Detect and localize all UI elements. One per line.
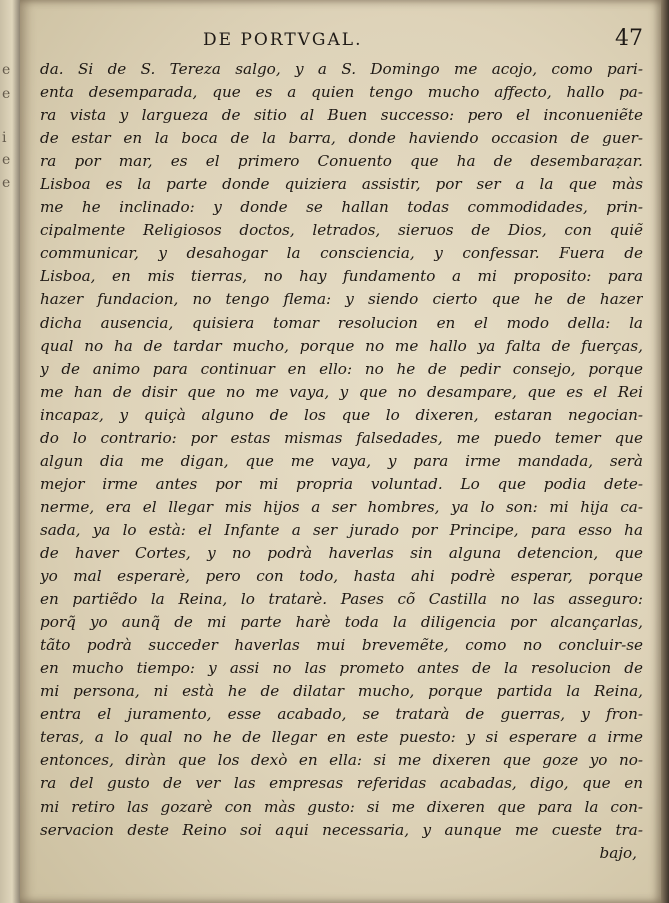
text-line: me han de disir que no me vaya, y que no desampare, que es el Rei: [40, 382, 643, 401]
text-line: enta desemparada, que es a quien tengo mucho affecto, hallo pa-: [40, 83, 643, 102]
body-text: [40, 58, 643, 865]
page-number: 47: [615, 26, 643, 51]
text-line: de estar en la boca de la barra, donde haviendo occasion de guer-: [40, 129, 643, 148]
text-line: hazer fundacion, no tengo flema: y siendo cierto que he de hazer: [40, 290, 643, 309]
text-line: teras, a lo qual no he de llegar en este puesto: y si esperare a irme: [40, 728, 643, 747]
book-page: [20, 0, 661, 903]
text-line: dicha ausencia, quisiera tomar resolucion en el modo della: la: [40, 313, 643, 332]
text-line: incapaz, y quiçà alguno de los que lo dixeren, estaran negocian-: [40, 405, 643, 424]
text-line: do lo contrario: por estas mismas falsedades, me puedo temer que: [40, 428, 643, 447]
margin-bleed-letter: e: [2, 86, 11, 102]
text-line: mejor irme antes por mi propria voluntad. Lo que podia dete-: [40, 474, 643, 493]
facing-page-edge: [0, 0, 20, 903]
text-line: en mucho tiempo: y assi no las prometo antes de la resolucion de: [40, 659, 643, 678]
margin-bleed-letter: e: [2, 152, 11, 168]
text-line: yo mal esperarè, pero con todo, hasta ahi podrè esperar, porque: [40, 567, 643, 586]
text-line: communicar, y desahogar la consciencia, y confessar. Fuera de: [40, 244, 643, 263]
text-line: mi persona, ni està he de dilatar mucho, porque partida la Reina,: [40, 682, 643, 701]
text-line: ra por mar, es el primero Conuento que ha de desembaraẓar.: [40, 152, 643, 171]
text-line: y de animo para continuar en ello: no he de pedir consejo, porque: [40, 359, 643, 378]
running-title: DE PORTVGAL.: [203, 30, 363, 50]
text-line: algun dia me digan, que me vaya, y para irme mandada, serà: [40, 451, 643, 470]
page-edge-shadow: [661, 0, 669, 903]
text-line: da. Si de S. Tereza salgo, y a S. Domingo me acojo, como pari-: [40, 60, 643, 78]
text-line: servacion deste Reino soi aqui necessaria, y aunque me cueste tra-: [40, 820, 643, 839]
text-line: tãto podrà succeder haverlas mui brevemẽte, como no concluir-se: [40, 636, 643, 655]
text-line: ra vista y largueza de sitio al Buen successo: pero el inconueniẽte: [40, 106, 643, 125]
margin-bleed-letter: e: [2, 62, 11, 78]
margin-bleed-letter: e: [2, 175, 11, 191]
running-head: [20, 26, 661, 56]
text-line: porq̃ yo aunq̃ de mi parte harè toda la diligencia por alcançarlas,: [40, 613, 643, 632]
text-line: ra del gusto de ver las empresas referidas acabadas, digo, que en: [40, 774, 643, 793]
text-line: me he inclinado: y donde se hallan todas commodidades, prin-: [40, 198, 643, 217]
text-line: entonces, diràn que los dexò en ella: si me dixeren que goze yo no-: [40, 751, 643, 770]
margin-bleed-letter: i: [2, 130, 7, 146]
text-line: sada, ya lo està: el Infante a ser jurado por Principe, para esso ha: [40, 520, 643, 539]
catchword: bajo,: [599, 843, 637, 862]
text-line: qual no ha de tardar mucho, porque no me hallo ya falta de fuerças,: [40, 336, 643, 355]
text-line: nerme, era el llegar mis hijos a ser hombres, ya lo son: mi hija ca-: [40, 497, 643, 516]
text-line: cipalmente Religiosos doctos, letrados, sieruos de Dios, con quiẽ: [40, 221, 643, 240]
text-line: Lisboa, en mis tierras, no hay fundamento a mi proposito: para: [40, 267, 643, 286]
text-line: mi retiro las gozarè con màs gusto: si me dixeren que para la con-: [40, 797, 643, 816]
text-line: de haver Cortes, y no podrà haverlas sin alguna detencion, que: [40, 543, 643, 562]
text-line: en partiẽdo la Reina, lo tratarè. Pases cõ Castilla no las asseguro:: [40, 590, 643, 609]
text-line: Lisboa es la parte donde quiziera assistir, por ser a la que màs: [40, 175, 643, 194]
text-line: entra el juramento, esse acabado, se tratarà de guerras, y fron-: [40, 705, 643, 724]
